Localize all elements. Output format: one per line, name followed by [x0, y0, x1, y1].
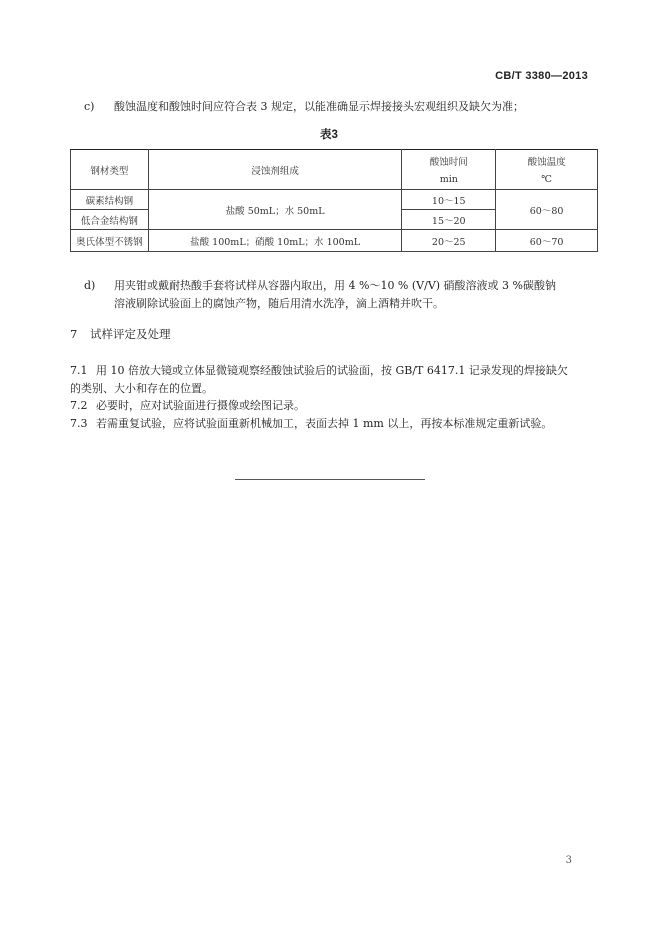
end-divider [235, 479, 425, 480]
table-row [71, 190, 598, 210]
item-c [84, 98, 524, 116]
item-d-line1: 用夹钳或戴耐热酸手套将试样从容器内取出，用 4 %～10 % (V/V) 硝酸溶液或 3 %碳酸钠 [114, 279, 557, 292]
etching-table [70, 149, 598, 252]
header-temp-label: 酸蚀温度 [527, 157, 566, 168]
header-temp [496, 150, 598, 190]
item-c-marker: c) [84, 100, 95, 113]
table-row [71, 230, 598, 252]
clause-number: 7.1 [70, 364, 88, 377]
standard-number: CB/T 3380—2013 [495, 70, 588, 82]
cell-temp-merged: 60～80 [496, 190, 598, 230]
clause-text-cont: 的类别、大小和存在的位置。 [70, 382, 213, 395]
table-title: 表3 [320, 129, 338, 141]
clause-number: 7.2 [70, 399, 88, 412]
item-c-text: 酸蚀温度和酸蚀时间应符合表 3 规定，以能准确显示焊接接头宏观组织及缺欠为准； [114, 100, 524, 113]
page-number: 3 [565, 855, 572, 866]
clause-number: 7.3 [70, 417, 88, 430]
header-steel-type: 钢材类型 [71, 150, 149, 190]
clause-text: 用 10 倍放大镜或立体显微镜观察经酸蚀试验后的试验面，按 GB/T 6417.1 记录发现的焊接缺欠 [96, 364, 568, 377]
table-header-row [71, 150, 598, 190]
clause-7-3 [70, 415, 600, 433]
header-time-unit: min [439, 174, 458, 185]
cell-temp: 60～70 [496, 230, 598, 252]
section-number: 7 [70, 327, 78, 341]
header-time-label: 酸蚀时间 [429, 157, 468, 168]
cell-etchant-merged: 盐酸 50mL；水 50mL [148, 190, 402, 230]
cell-time: 20～25 [402, 230, 496, 252]
item-d [84, 277, 604, 313]
header-etchant: 浸蚀剂组成 [148, 150, 402, 190]
cell-time: 15～20 [402, 210, 496, 230]
section-heading [70, 326, 171, 342]
cell-time: 10～15 [402, 190, 496, 210]
cell-etchant: 盐酸 100mL；硝酸 10mL；水 100mL [148, 230, 402, 252]
clause-text: 若需重复试验，应将试验面重新机械加工，表面去掉 1 mm 以上，再按本标准规定重新试验。 [96, 417, 553, 430]
header-temp-unit: ℃ [541, 174, 552, 185]
cell-steel-type: 碳素结构钢 [71, 190, 149, 210]
section-title: 试样评定及处理 [90, 327, 171, 341]
cell-steel-type: 低合金结构钢 [71, 210, 149, 230]
clause-7-2 [70, 397, 600, 415]
cell-steel-type: 奥氏体型不锈钢 [71, 230, 149, 252]
item-d-line2: 溶液刷除试验面上的腐蚀产物，随后用清水洗净，滴上酒精并吹干。 [114, 297, 444, 310]
clause-text: 必要时，应对试验面进行摄像或绘图记录。 [96, 399, 305, 412]
clause-7-1 [70, 362, 600, 398]
header-time [402, 150, 496, 190]
item-d-marker: d) [84, 279, 96, 292]
